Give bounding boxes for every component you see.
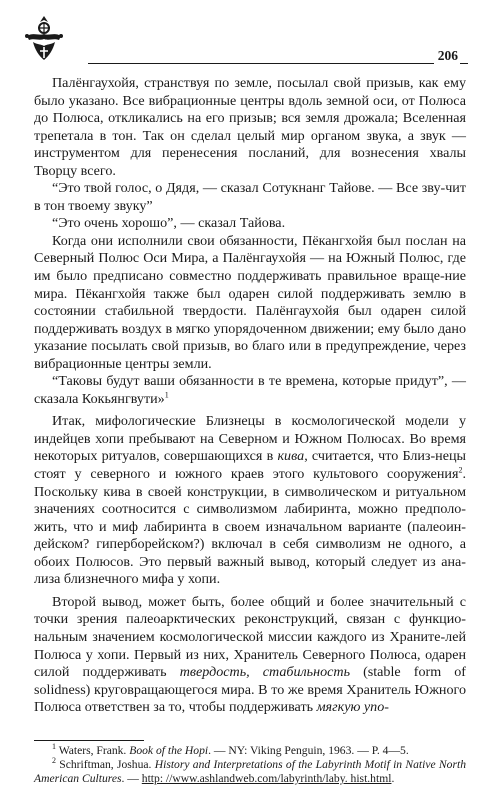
paragraph — [34, 413, 466, 588]
text-run: . Поскольку кива в своей конструкции, в символическом и ритуальном значениях соотносится с символизмом лабиринта, можно предполо-жить, что и миф лабиринта в своем изначальном варианте (палеоин-дейском? гиперборейском?) включал в себя символизм не одного, а обоих Полюсов. Это первый важный вывод, который следует из ана-лиза близнечного мифа у хопи. — [34, 466, 466, 588]
footnote — [34, 744, 466, 758]
text-run: . — [391, 772, 395, 786]
text-run: Второй вывод, может быть, более общий и более значительный с точки зрения палеоарктических реконструкций, связан с функцио-нальным значением космологической миссии каждого из Храните-лей Полюса у хопи. Первый из них, Хранитель Северного Полюса, одарен силой поддерживать — [34, 593, 466, 681]
footnote-divider — [34, 740, 144, 741]
footnote — [34, 758, 466, 786]
footnote-reference: 1 — [164, 390, 169, 400]
italic-text: мягкую упо- — [316, 699, 389, 716]
paragraph — [34, 373, 466, 408]
paragraph — [34, 215, 466, 233]
text-run: Палёнгаухойя, странствуя по земле, посылал свой призыв, как ему было указано. Все вибрационные центры вдоль земной оси, от Полюса до Полюса, откликались на его призыв; вся земля дрожала; Вселенная трепетала в тон. Так он сделал целый мир органом звука, а звук — инструментом для перенесения посланий, для вознесения хвалы Творцу всего. — [34, 75, 466, 179]
text-run: “Таковы будут ваши обязанности в те времена, которые придут”, — сказала Кокьянгвути» — [34, 373, 466, 407]
reference-link[interactable]: http: //www.ashlandweb.com/labyrinth/laby. hist.html — [141, 772, 392, 786]
text-run: Итак, мифологические Близнецы в космологической модели у индейцев хопи пребывают на Северном и Южном Полюсах. Во время некоторых ритуалов, совершающихся в — [34, 413, 466, 465]
paragraph — [34, 180, 466, 215]
italic-text: твердость, стабильность — [179, 664, 350, 681]
footnote-reference: 2 — [458, 465, 463, 475]
text-run: (stable form of solidness) круговращающегося мира. В то же время Хранитель Южного Полюса ответствен за то, чтобы поддерживать — [34, 664, 466, 716]
text-run: . — — [121, 772, 142, 786]
text-run: . — NY: Viking Penguin, 1963. — P. 4—5. — [208, 744, 409, 757]
text-run: Waters, Frank. — [56, 744, 130, 757]
footnote-reference: 2 — [52, 756, 56, 766]
paragraph — [34, 594, 466, 717]
paragraph — [34, 233, 466, 373]
italic-text: Book of the Hopi — [129, 744, 209, 757]
text-run: Когда они исполнили свои обязанности, Пёкангхойя был послан на Северный Полюс Оси Мира, а Палёнгаухойя — на Южный Полюс, где им было предписано совместно поддерживать правильное враще-ние мира. Пёкангхойя также был одарен силой поддерживать землю в состоянии стабильной твердости. Палёнгаухойя был одарен силой поддерживать воздух в мягко упорядоченном движении; ему было дано указание посылать свой призыв, во благо или в предупреждение, через вибрационные центры земли. — [34, 232, 466, 372]
text-run: “Это твой голос, о Дядя, — сказал Сотукнанг Тайове. — Все зву-чит в тон твоему звуку” — [34, 180, 466, 214]
paragraph — [34, 75, 466, 180]
italic-text: кива — [277, 448, 305, 465]
page-number: 206 — [434, 48, 460, 64]
footnote-reference: 1 — [52, 742, 56, 752]
ornamental-emblem-icon — [19, 14, 69, 64]
text-run: “Это очень хорошо”, — сказал Тайова. — [52, 215, 286, 232]
main-text — [34, 75, 466, 717]
text-run: , считается, что Близ-нецы стоят у северного и южного краев этого культового сооружения — [34, 448, 466, 483]
header-rule — [88, 63, 468, 64]
footnotes — [34, 744, 466, 786]
text-run: Schriftman, Joshua. — [56, 758, 155, 772]
italic-text: History and Interpretations of the Labyrinth Motif in Native North American Cultures — [34, 758, 466, 786]
